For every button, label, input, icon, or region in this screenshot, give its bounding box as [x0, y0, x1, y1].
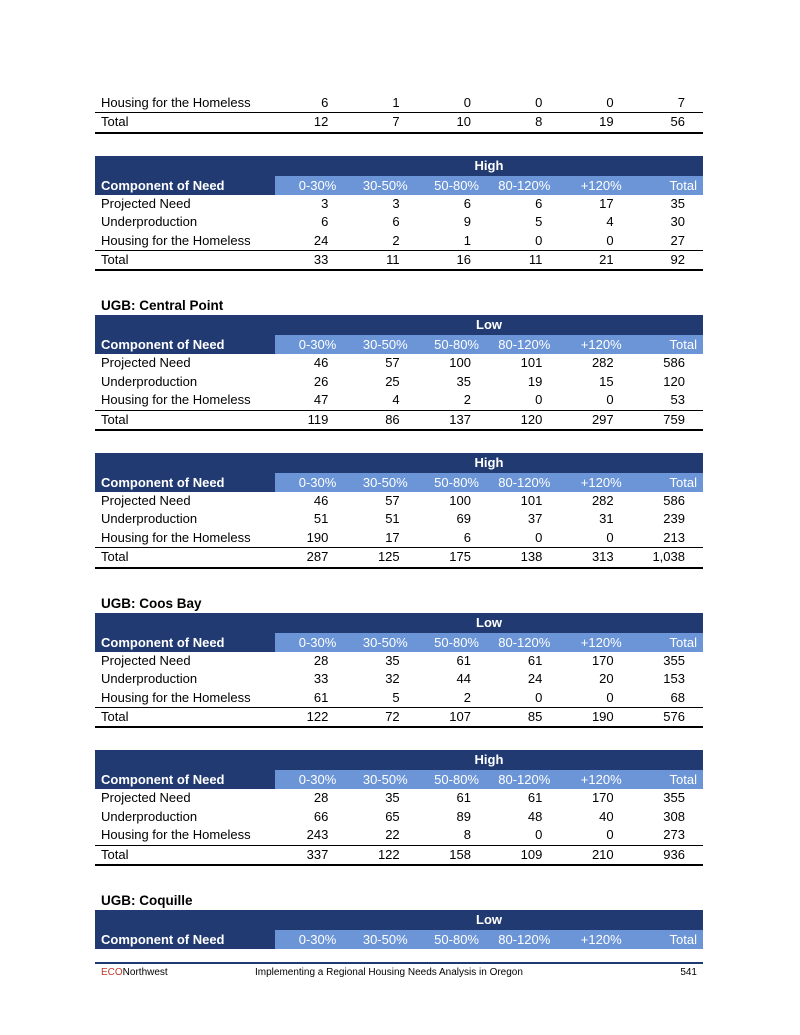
column-header: Total [632, 770, 703, 789]
cell: 61 [275, 689, 346, 708]
column-header: 30-50% [346, 930, 417, 949]
column-header: Total [632, 930, 703, 949]
table-row [95, 94, 703, 113]
column-header: 50-80% [418, 473, 489, 492]
column-header: 50-80% [418, 930, 489, 949]
cell: 10 [418, 113, 489, 133]
column-header: 0-30% [275, 930, 346, 949]
row-label: Total [95, 548, 275, 568]
cell: 31 [599, 511, 614, 527]
column-header: +120% [560, 930, 631, 949]
cell: 0 [560, 391, 631, 410]
tables-container [95, 134, 703, 949]
document-body [95, 94, 703, 949]
column-header: 80-120% [489, 335, 560, 354]
cell: 8 [418, 826, 489, 845]
section-title: UGB: Coquille [101, 892, 193, 908]
cell: 66 [313, 808, 329, 824]
column-header-row [95, 473, 703, 492]
column-header-component: Component of Need [95, 473, 275, 492]
cell: 65 [385, 808, 400, 824]
page-number: 541 [680, 967, 697, 978]
needs-table [95, 453, 703, 569]
cell: 109 [489, 845, 560, 865]
cell: 243 [275, 826, 346, 845]
column-header: 80-120% [489, 770, 560, 789]
table-row [95, 373, 703, 391]
cell: 56 [632, 113, 703, 133]
needs-table [95, 156, 703, 272]
cell: 7 [346, 113, 417, 133]
cell: 51 [313, 511, 329, 527]
column-header: Total [632, 633, 703, 652]
column-header: 30-50% [346, 770, 417, 789]
cell: 11 [489, 251, 560, 271]
cell: 4 [606, 214, 614, 230]
column-header: +120% [560, 770, 631, 789]
cell: 2 [346, 232, 417, 251]
cell: 190 [560, 707, 631, 727]
cell: 89 [456, 808, 471, 824]
column-header-component: Component of Need [95, 633, 275, 652]
cell: 239 [663, 511, 685, 527]
column-header: +120% [560, 176, 631, 195]
cell: 0 [489, 826, 560, 845]
table-row-total [95, 845, 703, 865]
cell: 213 [632, 529, 703, 548]
cell: 0 [418, 94, 489, 113]
cell: 35 [385, 790, 400, 806]
scenario-label: Low [275, 613, 703, 633]
cell: 35 [670, 195, 685, 211]
column-header: 30-50% [346, 633, 417, 652]
cell: 4 [346, 391, 417, 410]
table-row [95, 354, 703, 372]
row-label: Underproduction [101, 671, 198, 687]
cell: 120 [663, 373, 685, 389]
column-header: +120% [560, 335, 631, 354]
table-row [95, 510, 703, 528]
cell: 6 [275, 94, 346, 113]
cell: 0 [560, 689, 631, 708]
cell: 100 [449, 493, 471, 509]
cell: 44 [456, 671, 471, 687]
cell: 1,038 [632, 548, 703, 568]
table-row-total [95, 707, 703, 727]
cell: 35 [385, 652, 400, 668]
cell: 122 [275, 707, 346, 727]
table-row [95, 670, 703, 688]
cell: 22 [346, 826, 417, 845]
cell: 28 [313, 652, 329, 668]
cell: 138 [489, 548, 560, 568]
scenario-header-blank [95, 156, 275, 176]
column-header-row [95, 176, 703, 195]
scenario-label: High [275, 156, 703, 176]
row-label: Projected Need [101, 355, 191, 371]
column-header-component: Component of Need [95, 176, 275, 195]
cell: 61 [527, 652, 543, 668]
table-row [95, 213, 703, 231]
section-title: UGB: Central Point [101, 298, 224, 314]
column-header: 30-50% [346, 335, 417, 354]
cell: 0 [489, 689, 560, 708]
column-header-row [95, 633, 703, 652]
scenario-label: Low [275, 910, 703, 930]
table-row [95, 195, 703, 213]
column-header-component: Component of Need [95, 930, 275, 949]
row-label: Projected Need [101, 493, 191, 509]
cell: 30 [670, 214, 685, 230]
row-label: Total [95, 113, 275, 133]
scenario-header-row [95, 315, 703, 335]
cell: 51 [385, 511, 400, 527]
cell: 273 [632, 826, 703, 845]
column-header-row [95, 335, 703, 354]
cell: 355 [663, 652, 685, 668]
column-header: 50-80% [418, 176, 489, 195]
column-header: 0-30% [275, 335, 346, 354]
cell: 35 [456, 373, 471, 389]
cell: 17 [346, 529, 417, 548]
row-label: Total [95, 251, 275, 271]
cell: 190 [275, 529, 346, 548]
cell: 0 [560, 232, 631, 251]
cell: 170 [591, 790, 614, 806]
cell: 355 [663, 790, 685, 806]
cell: 69 [456, 511, 471, 527]
column-header: 0-30% [275, 770, 346, 789]
cell: 337 [275, 845, 346, 865]
cell: 8 [489, 113, 560, 133]
cell: 0 [489, 94, 560, 113]
cell: 37 [527, 511, 543, 527]
row-label: Total [95, 845, 275, 865]
cell: 313 [560, 548, 631, 568]
cell: 287 [275, 548, 346, 568]
needs-table [95, 613, 703, 729]
cell: 17 [599, 195, 614, 211]
cell: 16 [418, 251, 489, 271]
table-row [95, 529, 703, 548]
scenario-header-blank [95, 750, 275, 770]
cell: 32 [385, 671, 400, 687]
cell: 68 [632, 689, 703, 708]
cell: 9 [463, 214, 471, 230]
cell: 24 [275, 232, 346, 251]
cell: 48 [527, 808, 543, 824]
column-header: 0-30% [275, 633, 346, 652]
row-label: Projected Need [101, 195, 191, 211]
scenario-label: Low [275, 315, 703, 335]
cell: 0 [560, 529, 631, 548]
scenario-header-blank [95, 613, 275, 633]
cell: 0 [560, 826, 631, 845]
scenario-header-row [95, 910, 703, 930]
scenario-label: High [275, 453, 703, 473]
cell: 86 [346, 410, 417, 430]
column-header-component: Component of Need [95, 770, 275, 789]
table-row [95, 789, 703, 807]
partial-table [95, 94, 703, 134]
column-header: 80-120% [489, 633, 560, 652]
column-header: 0-30% [275, 176, 346, 195]
cell: 5 [535, 214, 543, 230]
cell: 297 [560, 410, 631, 430]
column-header-component: Component of Need [95, 335, 275, 354]
column-header-row [95, 770, 703, 789]
cell: 33 [313, 671, 329, 687]
scenario-header-row [95, 156, 703, 176]
column-header: 80-120% [489, 930, 560, 949]
cell: 61 [456, 790, 471, 806]
table-row [95, 391, 703, 410]
row-label: Housing for the Homeless [95, 232, 275, 251]
cell: 25 [385, 373, 400, 389]
needs-table [95, 910, 703, 949]
footer-title: Implementing a Regional Housing Needs Analysis in Oregon [255, 967, 523, 978]
cell: 282 [591, 493, 614, 509]
cell: 24 [527, 671, 543, 687]
cell: 40 [599, 808, 614, 824]
cell: 6 [321, 214, 329, 230]
cell: 21 [560, 251, 631, 271]
column-header: +120% [560, 473, 631, 492]
cell: 33 [275, 251, 346, 271]
cell: 72 [346, 707, 417, 727]
cell: 119 [275, 410, 346, 430]
cell: 282 [591, 355, 614, 371]
cell: 158 [418, 845, 489, 865]
row-label: Housing for the Homeless [95, 94, 275, 113]
cell: 57 [385, 493, 400, 509]
cell: 210 [560, 845, 631, 865]
cell: 170 [591, 652, 614, 668]
cell: 2 [418, 391, 489, 410]
cell: 0 [489, 529, 560, 548]
needs-table [95, 315, 703, 431]
cell: 100 [449, 355, 471, 371]
column-header: 50-80% [418, 335, 489, 354]
scenario-header-blank [95, 453, 275, 473]
cell: 15 [599, 373, 614, 389]
row-label: Housing for the Homeless [95, 689, 275, 708]
row-label: Underproduction [101, 214, 198, 230]
column-header: 30-50% [346, 176, 417, 195]
column-header: 0-30% [275, 473, 346, 492]
cell: 85 [489, 707, 560, 727]
table-row-total [95, 113, 703, 133]
column-header: Total [632, 176, 703, 195]
page-footer [95, 962, 703, 982]
cell: 53 [632, 391, 703, 410]
row-label: Projected Need [101, 652, 191, 668]
row-label: Housing for the Homeless [95, 826, 275, 845]
cell: 20 [599, 671, 614, 687]
cell: 586 [663, 355, 685, 371]
cell: 107 [418, 707, 489, 727]
needs-table [95, 750, 703, 866]
cell: 122 [346, 845, 417, 865]
cell: 576 [632, 707, 703, 727]
brand-prefix: ECO [101, 967, 123, 978]
cell: 12 [275, 113, 346, 133]
scenario-header-blank [95, 315, 275, 335]
row-label: Total [95, 707, 275, 727]
cell: 3 [321, 195, 329, 211]
scenario-header-row [95, 453, 703, 473]
cell: 1 [346, 94, 417, 113]
row-label: Projected Need [101, 790, 191, 806]
cell: 153 [663, 671, 685, 687]
column-header-row [95, 930, 703, 949]
column-header: 80-120% [489, 176, 560, 195]
scenario-header-row [95, 613, 703, 633]
cell: 61 [456, 652, 471, 668]
table-row-total [95, 251, 703, 271]
column-header: 50-80% [418, 633, 489, 652]
cell: 175 [418, 548, 489, 568]
column-header: 50-80% [418, 770, 489, 789]
row-label: Total [95, 410, 275, 430]
cell: 46 [313, 493, 329, 509]
column-header: 80-120% [489, 473, 560, 492]
row-label: Underproduction [101, 373, 198, 389]
cell: 3 [392, 195, 400, 211]
cell: 0 [560, 94, 631, 113]
scenario-header-blank [95, 910, 275, 930]
column-header: +120% [560, 633, 631, 652]
column-header: 30-50% [346, 473, 417, 492]
cell: 308 [663, 808, 685, 824]
brand-suffix: Northwest [122, 967, 168, 978]
cell: 92 [632, 251, 703, 271]
scenario-label: High [275, 750, 703, 770]
cell: 28 [313, 790, 329, 806]
cell: 101 [520, 355, 543, 371]
cell: 19 [560, 113, 631, 133]
row-label: Housing for the Homeless [95, 391, 275, 410]
scenario-header-row [95, 750, 703, 770]
cell: 6 [392, 214, 400, 230]
cell: 936 [632, 845, 703, 865]
row-label: Underproduction [101, 808, 198, 824]
cell: 0 [489, 391, 560, 410]
section-title: UGB: Coos Bay [101, 595, 202, 611]
cell: 0 [489, 232, 560, 251]
table-row [95, 826, 703, 845]
table-row-total [95, 548, 703, 568]
cell: 137 [418, 410, 489, 430]
cell: 47 [275, 391, 346, 410]
cell: 586 [663, 493, 685, 509]
cell: 2 [418, 689, 489, 708]
table-row [95, 492, 703, 510]
cell: 759 [632, 410, 703, 430]
cell: 6 [535, 195, 543, 211]
column-header: Total [632, 335, 703, 354]
cell: 7 [632, 94, 703, 113]
row-label: Underproduction [101, 511, 198, 527]
column-header: Total [632, 473, 703, 492]
cell: 57 [385, 355, 400, 371]
cell: 6 [463, 195, 471, 211]
table-row [95, 652, 703, 670]
cell: 19 [527, 373, 543, 389]
table-row [95, 808, 703, 826]
cell: 11 [346, 251, 417, 271]
cell: 1 [418, 232, 489, 251]
cell: 101 [520, 493, 543, 509]
table-row [95, 232, 703, 251]
cell: 26 [313, 373, 329, 389]
cell: 5 [346, 689, 417, 708]
row-label: Housing for the Homeless [95, 529, 275, 548]
cell: 46 [313, 355, 329, 371]
cell: 125 [346, 548, 417, 568]
footer-brand [101, 964, 168, 982]
cell: 6 [418, 529, 489, 548]
cell: 27 [632, 232, 703, 251]
cell: 61 [527, 790, 543, 806]
table-row [95, 689, 703, 708]
table-row-total [95, 410, 703, 430]
cell: 120 [489, 410, 560, 430]
